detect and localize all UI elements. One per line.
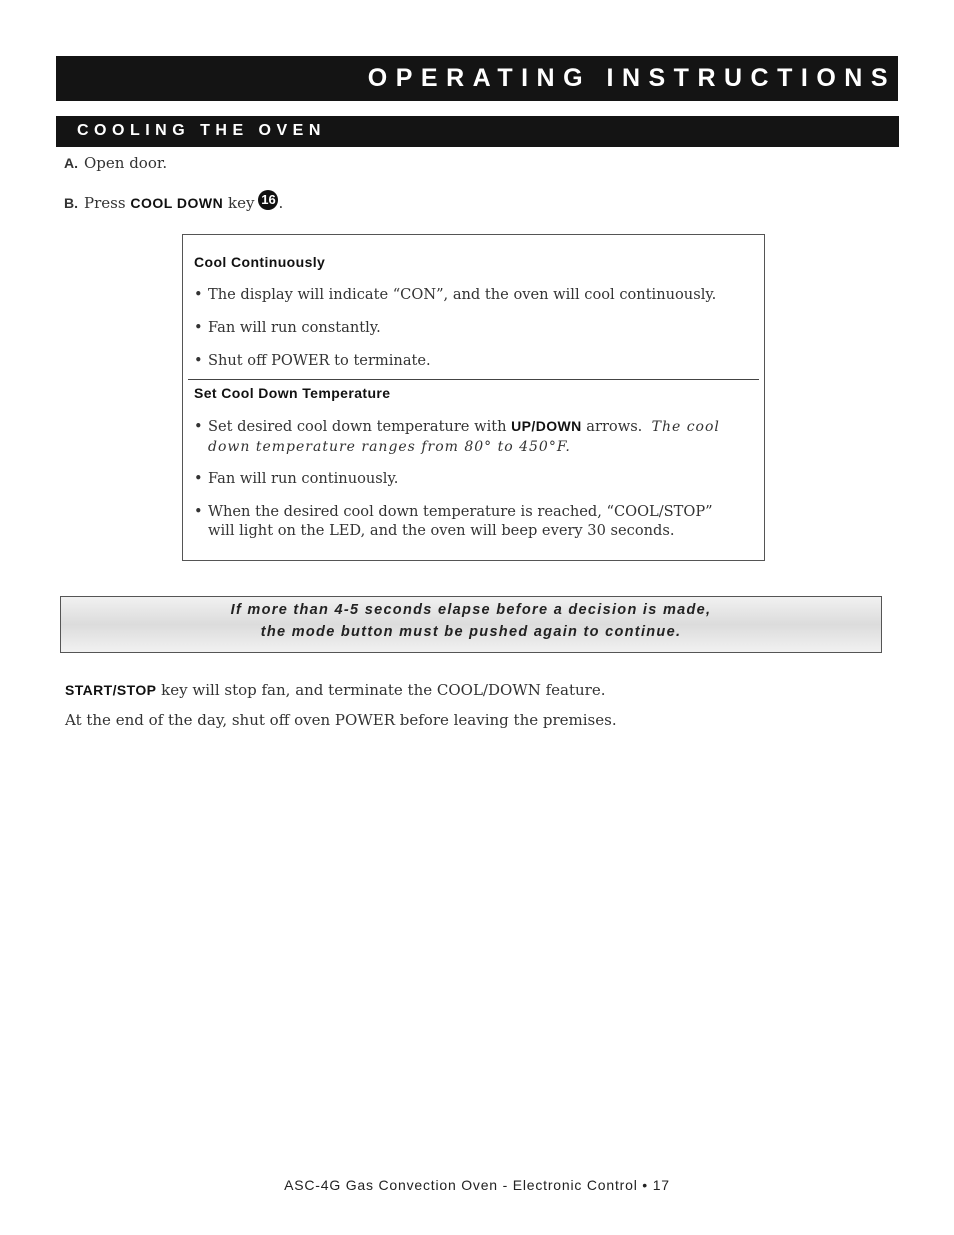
notice-line-2: the mode button must be pushed again to continue. (260, 624, 682, 640)
page-footer: ASC-4G Gas Convection Oven - Electronic Control • 17 (284, 1177, 670, 1193)
step-a (64, 154, 167, 172)
section-title: COOLING THE OVEN (77, 122, 326, 139)
list-item: • Fan will run constantly. (194, 319, 381, 336)
cool-down-options-box (182, 234, 765, 561)
list-item: • The display will indicate “CON”, and the oven will cool continuously. (194, 286, 717, 303)
step-b-end: . (278, 194, 284, 212)
step-a-text: Open door. (84, 154, 168, 172)
cool-down-key-label: COOL DOWN (130, 195, 224, 211)
step-b-letter: B. (64, 195, 78, 211)
up-down-key: UP/DOWN (511, 418, 582, 434)
step-b-pre: Press (84, 194, 126, 212)
section-title-banner (56, 116, 899, 147)
page-title: OPERATING INSTRUCTIONS (367, 64, 896, 92)
list-item: • Shut off POWER to terminate. (194, 352, 431, 369)
callout-number-icon: 16 (258, 190, 278, 210)
end-of-day-paragraph: At the end of the day, shut off oven POWER before leaving the premises. (65, 711, 617, 729)
step-b (64, 190, 283, 212)
page-title-banner (56, 56, 898, 101)
set-cool-down-heading: Set Cool Down Temperature (194, 385, 391, 401)
section-divider (188, 379, 759, 380)
step-b-post: key (228, 194, 255, 212)
list-item-set-temp: • Set desired cool down temperature with UP/DOWN arrows. The cool down temperature ranges from 80° to 450°F. (194, 418, 720, 455)
start-stop-paragraph: START/STOP key will stop fan, and terminate the COOL/DOWN feature. (65, 681, 606, 699)
notice-box (60, 596, 882, 653)
cool-continuously-heading: Cool Continuously (194, 254, 326, 270)
notice-line-1: If more than 4-5 seconds elapse before a decision is made, (230, 602, 712, 618)
list-item: • Fan will run continuously. (194, 470, 399, 487)
step-a-letter: A. (64, 155, 78, 171)
list-item: • When the desired cool down temperature is reached, “COOL/STOP” will light on the LED, and the oven will beep every 30 seconds. (194, 503, 713, 539)
start-stop-key-label: START/STOP (65, 682, 157, 698)
